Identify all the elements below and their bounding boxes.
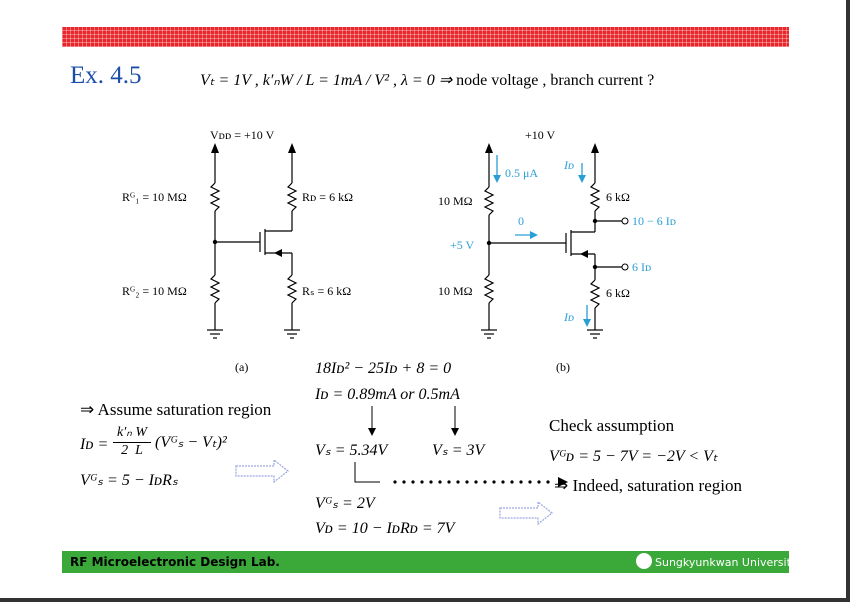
block-arrow-right	[498, 500, 554, 526]
w-text: W	[135, 425, 148, 440]
supply-label: +10 V	[525, 128, 556, 142]
assume-text: ⇒ Assume saturation region	[80, 400, 272, 419]
question-text: node voltage , branch current ?	[456, 72, 655, 89]
circuit-b	[430, 125, 700, 375]
right-border	[846, 0, 850, 602]
gate-voltage-label: +5 V	[450, 238, 475, 252]
caption-b: (b)	[556, 360, 570, 374]
id-equation-rhs: (Vᴳₛ − Vₜ)²	[155, 434, 227, 451]
check-assumption-text: Check assumption	[549, 416, 675, 435]
university-logo-icon	[636, 553, 652, 569]
vd-result: Vᴅ = 10 − IᴅRᴅ = 7V	[315, 520, 455, 537]
rd-b-label: 6 kΩ	[606, 190, 630, 204]
vgs-equation: Vᴳₛ = 5 − IᴅRₛ	[80, 472, 178, 489]
circuit-a	[110, 125, 360, 375]
l-text: L	[135, 443, 143, 458]
block-arrow-left	[234, 458, 290, 484]
rd-label: Rᴅ = 6 kΩ	[302, 190, 353, 204]
caption-a: (a)	[235, 360, 249, 374]
bottom-border	[0, 598, 850, 602]
id-top-label: Iᴅ	[564, 158, 575, 172]
id-roots: Iᴅ = 0.89mA or 0.5mA	[315, 386, 460, 403]
slide-title: Ex. 4.5	[70, 62, 142, 89]
id-equation-fraction	[113, 425, 151, 459]
vgs-result: Vᴳₛ = 2V	[315, 495, 375, 512]
header-red-bar	[62, 27, 789, 47]
university-name: Sungkyunkwan University	[655, 556, 798, 569]
kn-text: k′ₙ	[116, 425, 132, 440]
gate-current-label: 0	[518, 214, 524, 228]
divider-current-label: 0.5 μA	[505, 166, 539, 180]
quadratic-equation: 18Iᴅ² − 25Iᴅ + 8 = 0	[315, 360, 452, 377]
rg2-label: Rᴳ₂ = 10 MΩ	[122, 284, 187, 298]
r-top-label: 10 MΩ	[438, 194, 473, 208]
source-node-label: 6 Iᴅ	[632, 260, 652, 274]
id-equation-lhs: Iᴅ =	[80, 436, 109, 453]
vgd-check: Vᴳᴅ = 5 − 7V = −2V < Vₜ	[549, 448, 718, 465]
vs-result-2: Vₛ = 3V	[432, 442, 485, 459]
drain-node-label: 10 − 6 Iᴅ	[632, 214, 677, 228]
given-equation: Vₜ = 1V , k′ₙW / L = 1mA / V² , λ = 0 ⇒	[200, 72, 453, 89]
rs-b-label: 6 kΩ	[606, 286, 630, 300]
vdd-label: Vᴅᴅ = +10 V	[210, 128, 275, 142]
rg1-label: Rᴳ₁ = 10 MΩ	[122, 190, 187, 204]
given-parameters	[200, 70, 654, 90]
indeed-saturation-text: ⇒ Indeed, saturation region	[554, 476, 742, 495]
two-text: 2	[121, 443, 129, 458]
vs-result-1: Vₛ = 5.34V	[315, 442, 388, 459]
lab-name: RF Microelectronic Design Lab.	[70, 555, 280, 569]
r-bot-label: 10 MΩ	[438, 284, 473, 298]
rs-label: Rₛ = 6 kΩ	[302, 284, 352, 298]
id-bot-label: Iᴅ	[564, 310, 575, 324]
